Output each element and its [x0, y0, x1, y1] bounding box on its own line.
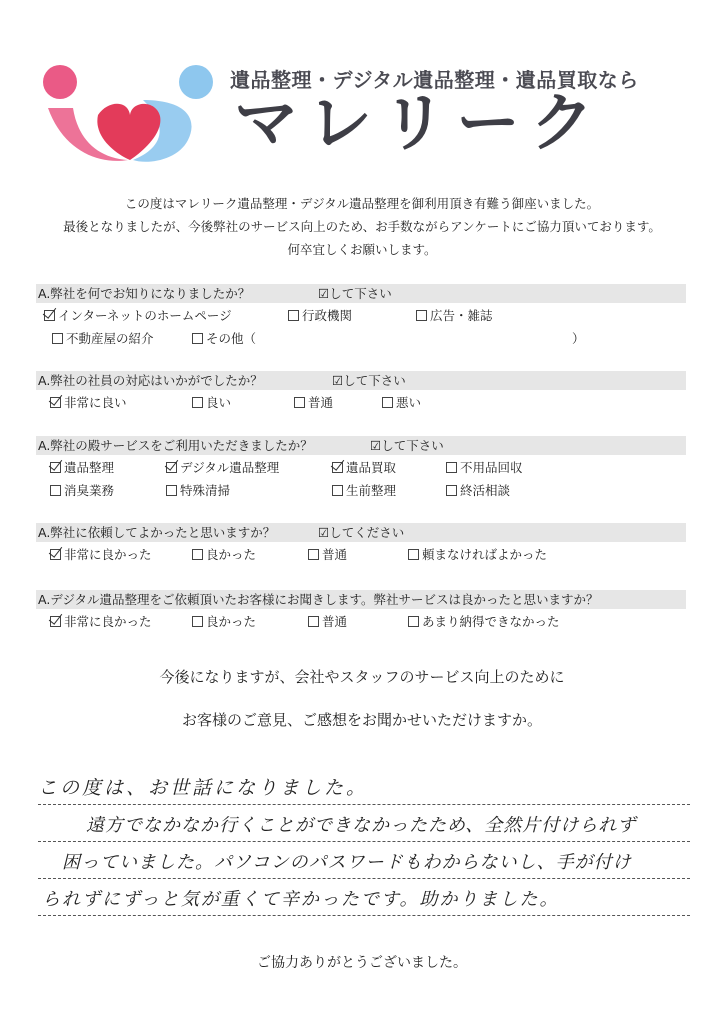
option-government[interactable]: 行政機関 — [288, 306, 352, 324]
checkbox[interactable] — [308, 616, 319, 627]
question-hint: ☑して下さい — [332, 373, 406, 388]
question-hint: ☑してください — [318, 525, 405, 540]
checkbox[interactable] — [288, 310, 299, 321]
question-title: A.弊社の社員の対応はいかがでしたか？ — [38, 373, 263, 388]
thanks-message: ご協力ありがとうございました。 — [257, 955, 467, 971]
checkbox-checked[interactable] — [50, 462, 61, 473]
handwritten-comment-area[interactable] — [38, 768, 690, 916]
option-real-estate[interactable]: 不動産屋の紹介 — [52, 329, 154, 347]
intro-line: 最後となりましたが、今後弊社のサービス向上のため、お手数ながらアンケートにご協力頂いております。 — [63, 219, 661, 234]
checkbox[interactable] — [382, 397, 393, 408]
checkbox[interactable] — [192, 616, 203, 627]
option-good[interactable]: 良い — [192, 393, 231, 411]
option-bad[interactable]: 悪い — [382, 393, 421, 411]
option-not-convinced[interactable]: あまり納得できなかった — [408, 612, 560, 630]
checkbox[interactable] — [408, 616, 419, 627]
checkbox-checked[interactable] — [50, 397, 61, 408]
option-internet[interactable]: インターネットのホームページ — [44, 306, 232, 324]
intro-text — [0, 192, 724, 261]
option-end-of-life-consult[interactable]: 終活相談 — [446, 481, 510, 499]
option-estate-purchase[interactable]: 遺品買取 — [332, 458, 396, 476]
option-advertising[interactable]: 広告・雑誌 — [416, 306, 493, 324]
checkbox[interactable] — [332, 485, 343, 496]
tagline: 遺品整理・デジタル遺品整理・遺品買取なら — [230, 68, 639, 92]
option-digital-estate[interactable]: デジタル遺品整理 — [166, 458, 279, 476]
handwritten-line: 遠方でなかなか行くことができなかったため、全然片付けられず — [86, 815, 637, 836]
question-services-used — [36, 436, 686, 501]
other-close-paren: ） — [572, 331, 585, 346]
marereek-logo — [38, 60, 218, 170]
closing-question-line: お客様のご意見、ご感想をお聞かせいただけますか。 — [181, 711, 542, 729]
checkbox-checked[interactable] — [332, 462, 343, 473]
closing-question-line: 今後になりますが、会社やスタッフのサービス向上のために — [159, 668, 565, 686]
checkbox[interactable] — [308, 549, 319, 560]
question-title: A.デジタル遺品整理をご依頼頂いたお客様にお聞きします。弊社サービスは良かったと思いますか？ — [38, 592, 599, 607]
option-special-cleaning[interactable]: 特殊清掃 — [166, 481, 230, 499]
checkbox-checked[interactable] — [166, 462, 177, 473]
logo-pink-dot — [43, 65, 77, 99]
option-very-good[interactable]: 非常に良い — [50, 393, 127, 411]
option-other[interactable]: その他（ — [192, 329, 256, 347]
option-pre-death-cleanup[interactable]: 生前整理 — [332, 481, 396, 499]
question-how-found — [36, 284, 686, 349]
handwritten-line: この度は、お世話になりました。 — [38, 777, 369, 799]
option-estate-cleanup[interactable]: 遺品整理 — [50, 458, 114, 476]
option-very-good[interactable]: 非常に良かった — [50, 612, 152, 630]
handwritten-line: 困っていました。パソコンのパスワードもわからないし、手が付け — [62, 852, 632, 873]
option-normal[interactable]: 普通 — [308, 612, 347, 630]
question-title: A.弊社を何でお知りになりましたか？ — [38, 286, 251, 301]
checkbox-checked[interactable] — [50, 549, 61, 560]
option-very-good[interactable]: 非常に良かった — [50, 545, 152, 563]
checkbox[interactable] — [294, 397, 305, 408]
brand-name: マレリーク — [234, 87, 604, 161]
checkbox[interactable] — [50, 485, 61, 496]
intro-line: この度はマレリーク遺品整理・デジタル遺品整理を御利用頂き有難う御座いました。 — [124, 196, 600, 211]
checkbox[interactable] — [408, 549, 419, 560]
checkbox[interactable] — [446, 462, 457, 473]
question-hint: ☑して下さい — [318, 286, 392, 301]
intro-line: 何卒宜しくお願いします。 — [287, 242, 437, 257]
option-junk-removal[interactable]: 不用品回収 — [446, 458, 523, 476]
checkbox[interactable] — [166, 485, 177, 496]
option-should-not-have[interactable]: 頼まなければよかった — [408, 545, 547, 563]
checkbox[interactable] — [416, 310, 427, 321]
question-satisfaction — [36, 523, 686, 565]
checkbox[interactable] — [446, 485, 457, 496]
option-good[interactable]: 良かった — [192, 612, 256, 630]
option-deodorizing[interactable]: 消臭業務 — [50, 481, 114, 499]
question-digital-satisfaction — [36, 590, 686, 632]
checkbox[interactable] — [52, 333, 63, 344]
question-staff-response — [36, 371, 686, 413]
checkbox[interactable] — [192, 549, 203, 560]
handwritten-line: られずにずっと気が重くて辛かったです。助かりました。 — [42, 889, 560, 910]
checkbox-checked[interactable] — [50, 616, 61, 627]
option-good[interactable]: 良かった — [192, 545, 256, 563]
checkbox[interactable] — [192, 333, 203, 344]
question-title: A.弊社に依頼してよかったと思いますか？ — [38, 525, 276, 540]
question-title: A.弊社の殿サービスをご利用いただきましたか？ — [38, 438, 313, 453]
logo-blue-dot — [179, 65, 213, 99]
checkbox-checked[interactable] — [44, 310, 55, 321]
option-normal[interactable]: 普通 — [308, 545, 347, 563]
option-normal[interactable]: 普通 — [294, 393, 333, 411]
checkbox[interactable] — [192, 397, 203, 408]
question-hint: ☑して下さい — [370, 438, 444, 453]
